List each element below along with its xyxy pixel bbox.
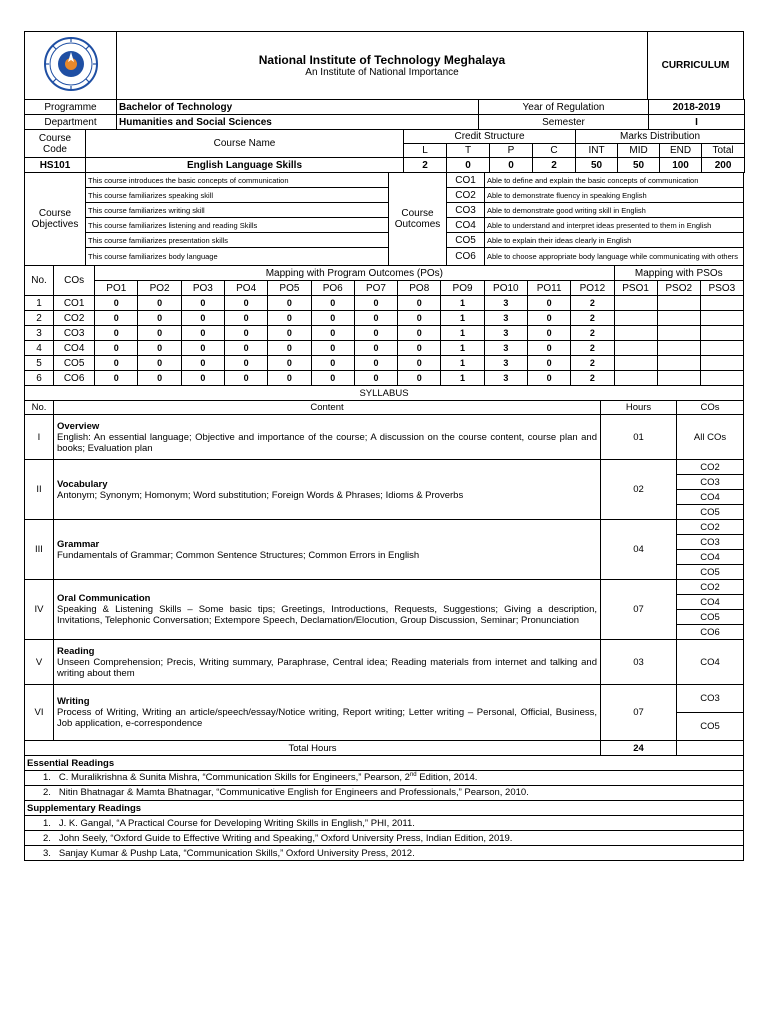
unit-text: English: An essential language; Objective and importance of the course; A discussion on the course content, course plan and books; Evaluation plan [57, 431, 597, 454]
outcome-text: Able to define and explain the basic concepts of communication [485, 173, 744, 188]
po-value: 0 [138, 356, 181, 371]
po-head: PO3 [181, 281, 224, 296]
logo-cell [25, 32, 117, 100]
outcomes-label: Course Outcomes [389, 173, 447, 266]
mapping-row [25, 296, 744, 311]
po-value: 3 [484, 371, 527, 386]
po-head: PO11 [527, 281, 570, 296]
unit-co: CO5 [677, 610, 744, 625]
syllabus-cos-label: COs [677, 401, 744, 415]
unit-heading: Reading [57, 645, 95, 657]
pso-value [614, 326, 657, 341]
mapping-row-co: CO1 [54, 296, 95, 311]
po-value: 2 [571, 296, 614, 311]
unit-heading: Overview [57, 420, 100, 432]
unit-heading: Oral Communication [57, 593, 151, 604]
course-name: English Language Skills [86, 158, 404, 173]
reading-text: J. K. Gangal, “A Practical Course for Developing Writing Skills in English,” PHI, 2011. [58, 817, 415, 829]
unit-co: CO4 [677, 550, 744, 565]
unit-content [54, 520, 601, 580]
objectives-outcomes-table [24, 172, 744, 266]
po-head: PO9 [441, 281, 484, 296]
po-value: 0 [527, 341, 570, 356]
mapping-row-no: 3 [25, 326, 54, 341]
unit-co: CO4 [677, 640, 744, 685]
po-value: 0 [398, 296, 441, 311]
outcome-text: Able to explain their ideas clearly in English [485, 233, 744, 248]
po-value: 0 [527, 356, 570, 371]
mapping-no-label: No. [25, 266, 54, 296]
po-value: 0 [398, 356, 441, 371]
course-code: HS101 [25, 158, 86, 173]
po-value: 0 [95, 356, 138, 371]
mapping-row-co: CO2 [54, 311, 95, 326]
outcome-code: CO6 [447, 248, 485, 266]
po-head: PO7 [354, 281, 397, 296]
institute-tagline: An Institute of National Importance [305, 67, 459, 78]
unit-co: CO5 [677, 565, 744, 580]
reading-row [25, 846, 744, 861]
pso-value [700, 341, 743, 356]
unit-co: All COs [677, 415, 744, 460]
po-value: 0 [527, 311, 570, 326]
objective-item: This course familiarizes speaking skill [86, 188, 389, 203]
total-hours-label: Total Hours [25, 741, 601, 756]
reading-row [25, 831, 744, 846]
po-value: 2 [571, 371, 614, 386]
unit-co: CO6 [677, 625, 744, 640]
pso-value [657, 371, 700, 386]
marks-head: MID [618, 144, 660, 158]
pso-head: PSO3 [700, 281, 743, 296]
po-value: 0 [95, 296, 138, 311]
year-value: 2018-2019 [649, 100, 745, 115]
outcome-code: CO1 [447, 173, 485, 188]
year-label: Year of Regulation [479, 100, 649, 115]
pso-value [657, 341, 700, 356]
supplementary-reading-item [25, 816, 744, 831]
marks-value: 50 [576, 158, 618, 173]
po-value: 3 [484, 356, 527, 371]
unit-number: IV [25, 580, 54, 640]
essential-readings-title: Essential Readings [25, 756, 744, 771]
syllabus-table [24, 385, 744, 756]
po-head: PO6 [311, 281, 354, 296]
syllabus-title: SYLLABUS [25, 386, 744, 401]
syllabus-row [25, 685, 744, 713]
unit-co: CO5 [677, 505, 744, 520]
supplementary-readings-title: Supplementary Readings [25, 801, 744, 816]
unit-co: CO5 [677, 713, 744, 741]
po-value: 3 [484, 341, 527, 356]
essential-reading-item [25, 786, 744, 801]
outcome-code: CO4 [447, 218, 485, 233]
outcome-code: CO3 [447, 203, 485, 218]
po-value: 2 [571, 326, 614, 341]
marks-distribution-label: Marks Distribution [576, 130, 745, 144]
credit-head: L [404, 144, 447, 158]
po-value: 3 [484, 296, 527, 311]
po-value: 0 [527, 371, 570, 386]
po-value: 0 [138, 326, 181, 341]
unit-number: III [25, 520, 54, 580]
total-hours-row [25, 741, 744, 756]
unit-co: CO2 [677, 520, 744, 535]
marks-value: 100 [660, 158, 702, 173]
reading-text: Sanjay Kumar & Pushp Lata, “Communication Skills,” Oxford University Press, 2012. [58, 847, 415, 859]
course-name-label: Course Name [86, 130, 404, 158]
unit-text: Process of Writing, Writing an article/speech/essay/Notice writing, Report writing; Letter writing – Personal, Official, Business, Job application, e-correspondence [57, 707, 597, 729]
po-value: 0 [181, 296, 224, 311]
po-value: 0 [138, 371, 181, 386]
reading-row [25, 786, 744, 801]
mapping-row-no: 2 [25, 311, 54, 326]
reading-number: 2. [43, 832, 51, 844]
mapping-table [24, 265, 744, 386]
unit-number: VI [25, 685, 54, 741]
unit-co: CO4 [677, 595, 744, 610]
po-head: PO5 [268, 281, 311, 296]
unit-text: Fundamentals of Grammar; Common Sentence Structures; Common Errors in English [57, 549, 420, 561]
syllabus-row [25, 460, 744, 475]
pso-value [614, 311, 657, 326]
credit-head: P [490, 144, 533, 158]
mapping-row-no: 5 [25, 356, 54, 371]
po-value: 0 [354, 356, 397, 371]
po-value: 2 [571, 311, 614, 326]
po-value: 0 [398, 326, 441, 341]
unit-co: CO2 [677, 460, 744, 475]
unit-co: CO4 [677, 490, 744, 505]
credit-value: 0 [490, 158, 533, 173]
unit-hours: 03 [601, 640, 677, 685]
pso-value [614, 296, 657, 311]
po-value: 0 [527, 326, 570, 341]
po-head: PO2 [138, 281, 181, 296]
reading-row [25, 816, 744, 831]
unit-hours: 04 [601, 520, 677, 580]
mapping-row-no: 4 [25, 341, 54, 356]
department-value: Humanities and Social Sciences [117, 115, 479, 130]
pso-head: PSO2 [657, 281, 700, 296]
syllabus-content-label: Content [54, 401, 601, 415]
unit-number: I [25, 415, 54, 460]
credit-value: 2 [404, 158, 447, 173]
syllabus-row [25, 520, 744, 535]
pso-mapping-title: Mapping with PSOs [614, 266, 743, 281]
institute-title-cell [117, 32, 648, 100]
pso-value [700, 371, 743, 386]
po-value: 0 [181, 371, 224, 386]
unit-number: II [25, 460, 54, 520]
pso-value [657, 296, 700, 311]
pso-value [614, 371, 657, 386]
mapping-row [25, 371, 744, 386]
unit-number: V [25, 640, 54, 685]
unit-content [54, 640, 601, 685]
unit-co: CO3 [677, 475, 744, 490]
unit-heading: Writing [57, 696, 90, 707]
po-value: 0 [225, 296, 268, 311]
po-value: 0 [225, 356, 268, 371]
credit-value: 0 [447, 158, 490, 173]
reading-text: C. Muralikrishna & Sunita Mishra, “Communication Skills for Engineers,” Pearson, 2 [58, 772, 410, 784]
unit-content [54, 685, 601, 741]
reading-row [25, 771, 744, 786]
supplementary-reading-item [25, 831, 744, 846]
supplementary-title-row [25, 801, 744, 816]
po-value: 0 [225, 311, 268, 326]
po-value: 0 [354, 326, 397, 341]
po-value: 0 [138, 341, 181, 356]
outcome-code: CO5 [447, 233, 485, 248]
po-value: 0 [527, 296, 570, 311]
outcome-code: CO2 [447, 188, 485, 203]
po-value: 0 [95, 326, 138, 341]
total-hours-empty [677, 741, 744, 756]
mapping-row-co: CO5 [54, 356, 95, 371]
objective-item: This course familiarizes listening and reading Skills [86, 218, 389, 233]
po-value: 3 [484, 326, 527, 341]
mapping-row-co: CO6 [54, 371, 95, 386]
reading-text: Nitin Bhatnagar & Mamta Bhatnagar, “Communicative English for Engineers and Professionals,” Pearson, 2010. [58, 787, 529, 799]
semester-label: Semester [479, 115, 649, 130]
essential-title-row [25, 756, 744, 771]
course-table [24, 129, 745, 173]
po-value: 0 [181, 356, 224, 371]
institute-logo-icon [39, 35, 103, 93]
pso-value [700, 356, 743, 371]
course-code-label: Course Code [25, 130, 86, 158]
mapping-cos-label: COs [54, 266, 95, 296]
syllabus-row [25, 580, 744, 595]
po-value: 1 [441, 341, 484, 356]
marks-head: INT [576, 144, 618, 158]
marks-value: 50 [618, 158, 660, 173]
unit-co: CO3 [677, 685, 744, 713]
po-value: 1 [441, 296, 484, 311]
unit-content [54, 460, 601, 520]
unit-text: Speaking & Listening Skills – Some basic tips; Greetings, Introductions, Requests, Suggestions; Giving a description, Invitations, Telephonic Conversation; Extempore Speech, Declamation/Elocution, Group Discussion, Seminar; Pronunciation [57, 604, 597, 626]
unit-text: Unseen Comprehension; Precis, Writing summary, Paraphrase, Central idea; Reading materials from internet and talking and writing about them [57, 656, 597, 679]
po-head: PO8 [398, 281, 441, 296]
po-value: 0 [95, 371, 138, 386]
pso-value [700, 326, 743, 341]
unit-hours: 07 [601, 685, 677, 741]
po-head: PO12 [571, 281, 614, 296]
unit-hours: 07 [601, 580, 677, 640]
programme-value: Bachelor of Technology [117, 100, 479, 115]
doc-type: CURRICULUM [648, 32, 744, 100]
reading-text-tail: Edition, 2014. [416, 772, 478, 784]
unit-content [54, 580, 601, 640]
unit-content [54, 415, 601, 460]
po-value: 0 [225, 371, 268, 386]
po-head: PO4 [225, 281, 268, 296]
po-value: 0 [398, 341, 441, 356]
po-value: 0 [398, 371, 441, 386]
unit-co: CO3 [677, 535, 744, 550]
po-value: 0 [311, 371, 354, 386]
credit-head: T [447, 144, 490, 158]
po-value: 3 [484, 311, 527, 326]
unit-hours: 01 [601, 415, 677, 460]
po-value: 0 [311, 296, 354, 311]
mapping-row-co: CO4 [54, 341, 95, 356]
header-table [24, 31, 744, 100]
mapping-row [25, 356, 744, 371]
po-value: 2 [571, 341, 614, 356]
objective-item: This course familiarizes writing skill [86, 203, 389, 218]
institute-name: National Institute of Technology Meghalaya [258, 53, 506, 67]
po-value: 0 [268, 356, 311, 371]
po-value: 1 [441, 371, 484, 386]
po-head: PO1 [95, 281, 138, 296]
po-value: 0 [181, 341, 224, 356]
unit-heading: Vocabulary [57, 478, 108, 490]
po-value: 0 [268, 311, 311, 326]
pso-value [614, 356, 657, 371]
department-label: Department [25, 115, 117, 130]
readings-table [24, 755, 744, 861]
mapping-row [25, 341, 744, 356]
reading-number: 2. [43, 787, 51, 799]
unit-hours: 02 [601, 460, 677, 520]
po-value: 0 [181, 326, 224, 341]
marks-head: END [660, 144, 702, 158]
po-value: 0 [95, 311, 138, 326]
unit-text: Antonym; Synonym; Homonym; Word substitution; Foreign Words & Phrases; Idioms & Proverbs [57, 489, 464, 501]
credit-value: 2 [533, 158, 576, 173]
po-value: 1 [441, 311, 484, 326]
unit-co: CO2 [677, 580, 744, 595]
total-hours-value: 24 [601, 741, 677, 756]
outcome-text: Able to choose appropriate body language while communicating with others [485, 248, 744, 266]
pso-value [700, 311, 743, 326]
pso-head: PSO1 [614, 281, 657, 296]
mapping-row [25, 311, 744, 326]
semester-value: I [649, 115, 745, 130]
reading-number: 3. [43, 847, 51, 859]
po-value: 0 [354, 296, 397, 311]
syllabus-row [25, 640, 744, 685]
curriculum-page [24, 31, 744, 861]
outcome-text: Able to understand and interpret ideas presented to them in English [485, 218, 744, 233]
reading-text: John Seely, “Oxford Guide to Effective Writing and Speaking,” Oxford University Press, Indian Edition, 2019. [58, 832, 513, 844]
objective-item: This course familiarizes presentation skills [86, 233, 389, 248]
po-head: PO10 [484, 281, 527, 296]
po-value: 0 [354, 371, 397, 386]
meta-table [24, 99, 745, 130]
po-value: 0 [311, 326, 354, 341]
syllabus-no-label: No. [25, 401, 54, 415]
po-value: 0 [225, 326, 268, 341]
po-value: 0 [354, 341, 397, 356]
po-value: 0 [95, 341, 138, 356]
outcome-text: Able to demonstrate fluency in speaking English [485, 188, 744, 203]
po-value: 0 [268, 296, 311, 311]
credit-structure-label: Credit Structure [404, 130, 576, 144]
reading-sup: nd [409, 772, 417, 779]
mapping-row-co: CO3 [54, 326, 95, 341]
outcome-text: Able to demonstrate good writing skill in English [485, 203, 744, 218]
marks-head: Total [702, 144, 745, 158]
po-value: 0 [398, 311, 441, 326]
po-value: 0 [268, 326, 311, 341]
po-value: 1 [441, 326, 484, 341]
objectives-label: Course Objectives [25, 173, 86, 266]
mapping-row-no: 1 [25, 296, 54, 311]
po-value: 0 [311, 356, 354, 371]
po-value: 0 [354, 311, 397, 326]
pso-value [657, 326, 700, 341]
programme-label: Programme [25, 100, 117, 115]
credit-head: C [533, 144, 576, 158]
syllabus-row [25, 415, 744, 460]
mapping-row [25, 326, 744, 341]
pso-value [657, 311, 700, 326]
objective-item: This course introduces the basic concepts of communication [86, 173, 389, 188]
po-value: 0 [268, 371, 311, 386]
po-value: 1 [441, 356, 484, 371]
pso-value [614, 341, 657, 356]
po-value: 0 [268, 341, 311, 356]
pso-value [657, 356, 700, 371]
po-value: 2 [571, 356, 614, 371]
po-value: 0 [138, 311, 181, 326]
objective-item: This course familiarizes body language [86, 248, 389, 266]
marks-value: 200 [702, 158, 745, 173]
unit-heading: Grammar [57, 538, 100, 550]
mapping-row-no: 6 [25, 371, 54, 386]
syllabus-hours-label: Hours [601, 401, 677, 415]
reading-number: 1. [43, 817, 51, 829]
po-value: 0 [311, 311, 354, 326]
po-value: 0 [311, 341, 354, 356]
po-mapping-title: Mapping with Program Outcomes (POs) [95, 266, 614, 281]
po-value: 0 [138, 296, 181, 311]
po-value: 0 [225, 341, 268, 356]
pso-value [700, 296, 743, 311]
essential-reading-item [25, 771, 744, 786]
supplementary-reading-item [25, 846, 744, 861]
po-value: 0 [181, 311, 224, 326]
reading-number: 1. [43, 772, 51, 784]
